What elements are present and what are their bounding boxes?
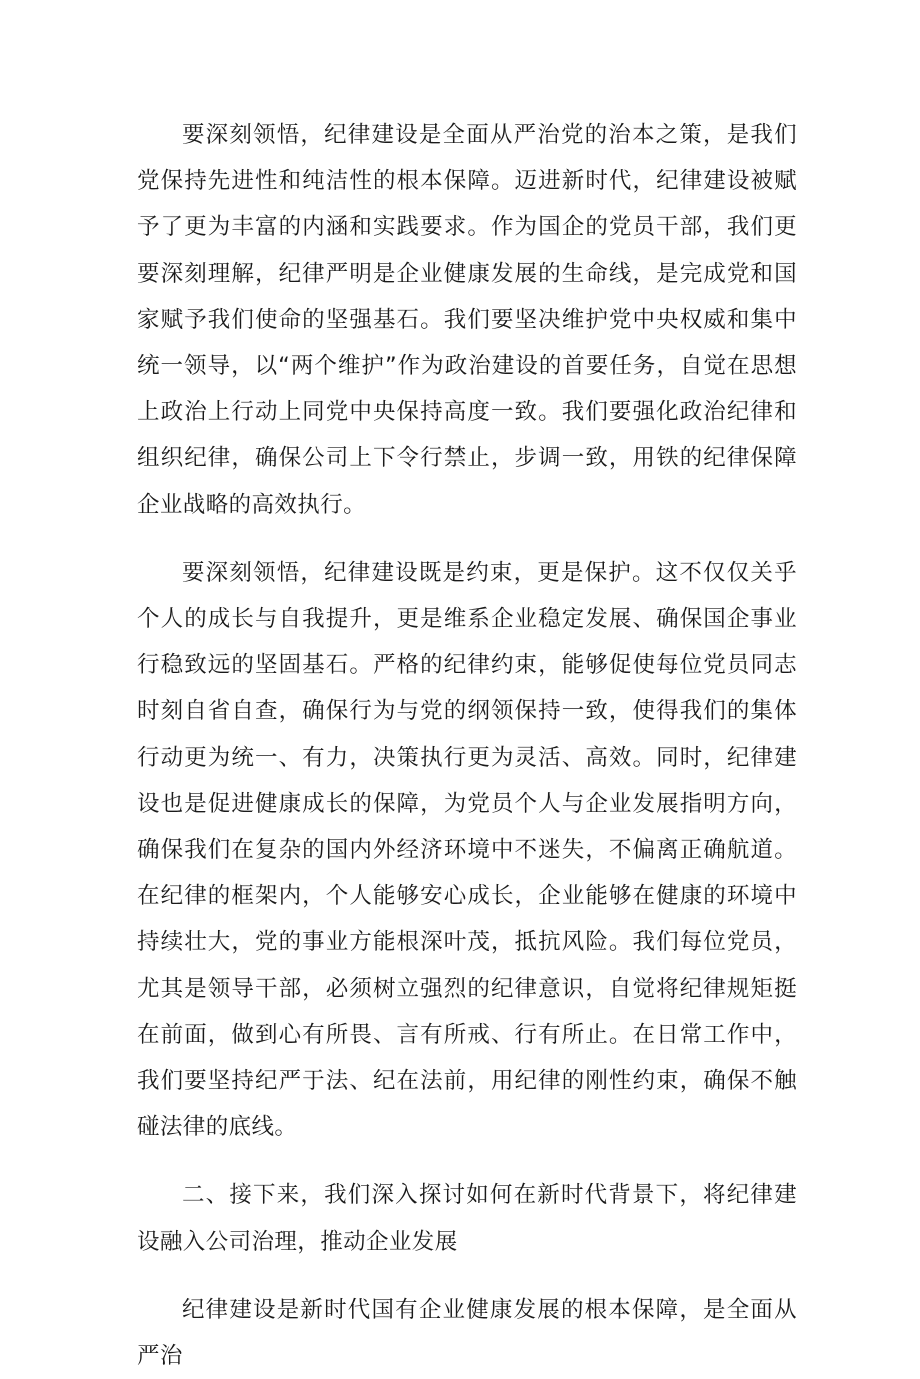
section-heading-two: 二、接下来，我们深入探讨如何在新时代背景下，将纪律建设融入公司治理，推动企业发展 bbox=[137, 1182, 797, 1255]
paragraph-discipline-protection: 要深刻领悟，纪律建设既是约束，更是保护。这不仅仅关乎个人的成长与自我提升，更是维系企业稳定发展、确保国企事业行稳致远的坚固基石。严格的纪律约束，能够促使每位党员同志时刻自省自查，确保行为与党的纲领保持一致，使得我们的集体行动更为统一、有力，决策执行更为灵活、高效。同时，纪律建设也是促进健康成长的保障，为党员个人与企业发展指明方向，确保我们在复杂的国内外经济环境中不迷失，不偏离正确航道。在纪律的框架内，个人能够安心成长，企业能够在健康的环境中持续壮大，党的事业方能根深叶茂，抵抗风险。我们每位党员，尤其是领导干部，必须树立强烈的纪律意识，自觉将纪律规矩挺在前面，做到心有所畏、言有所戒、行有所止。在日常工作中，我们要坚持纪严于法、纪在法前，用纪律的刚性约束，确保不触碰法律的底线。 bbox=[137, 559, 797, 1141]
paragraph-discipline-foundation: 要深刻领悟，纪律建设是全面从严治党的治本之策，是我们党保持先进性和纯洁性的根本保障。迈进新时代，纪律建设被赋予了更为丰富的内涵和实践要求。作为国企的党员干部，我们更要深刻理解，纪律严明是企业健康发展的生命线，是完成党和国家赋予我们使命的坚强基石。我们要坚决维护党中央权威和集中统一领导，以“两个维护”作为政治建设的首要任务，自觉在思想上政治上行动上同党中央保持高度一致。我们要强化政治纪律和组织纪律，确保公司上下令行禁止，步调一致，用铁的纪律保障企业战略的高效执行。 bbox=[137, 122, 797, 518]
paragraph-discipline-guarantee: 纪律建设是新时代国有企业健康发展的根本保障，是全面从严治 bbox=[137, 1296, 797, 1370]
document-body bbox=[137, 112, 797, 1379]
